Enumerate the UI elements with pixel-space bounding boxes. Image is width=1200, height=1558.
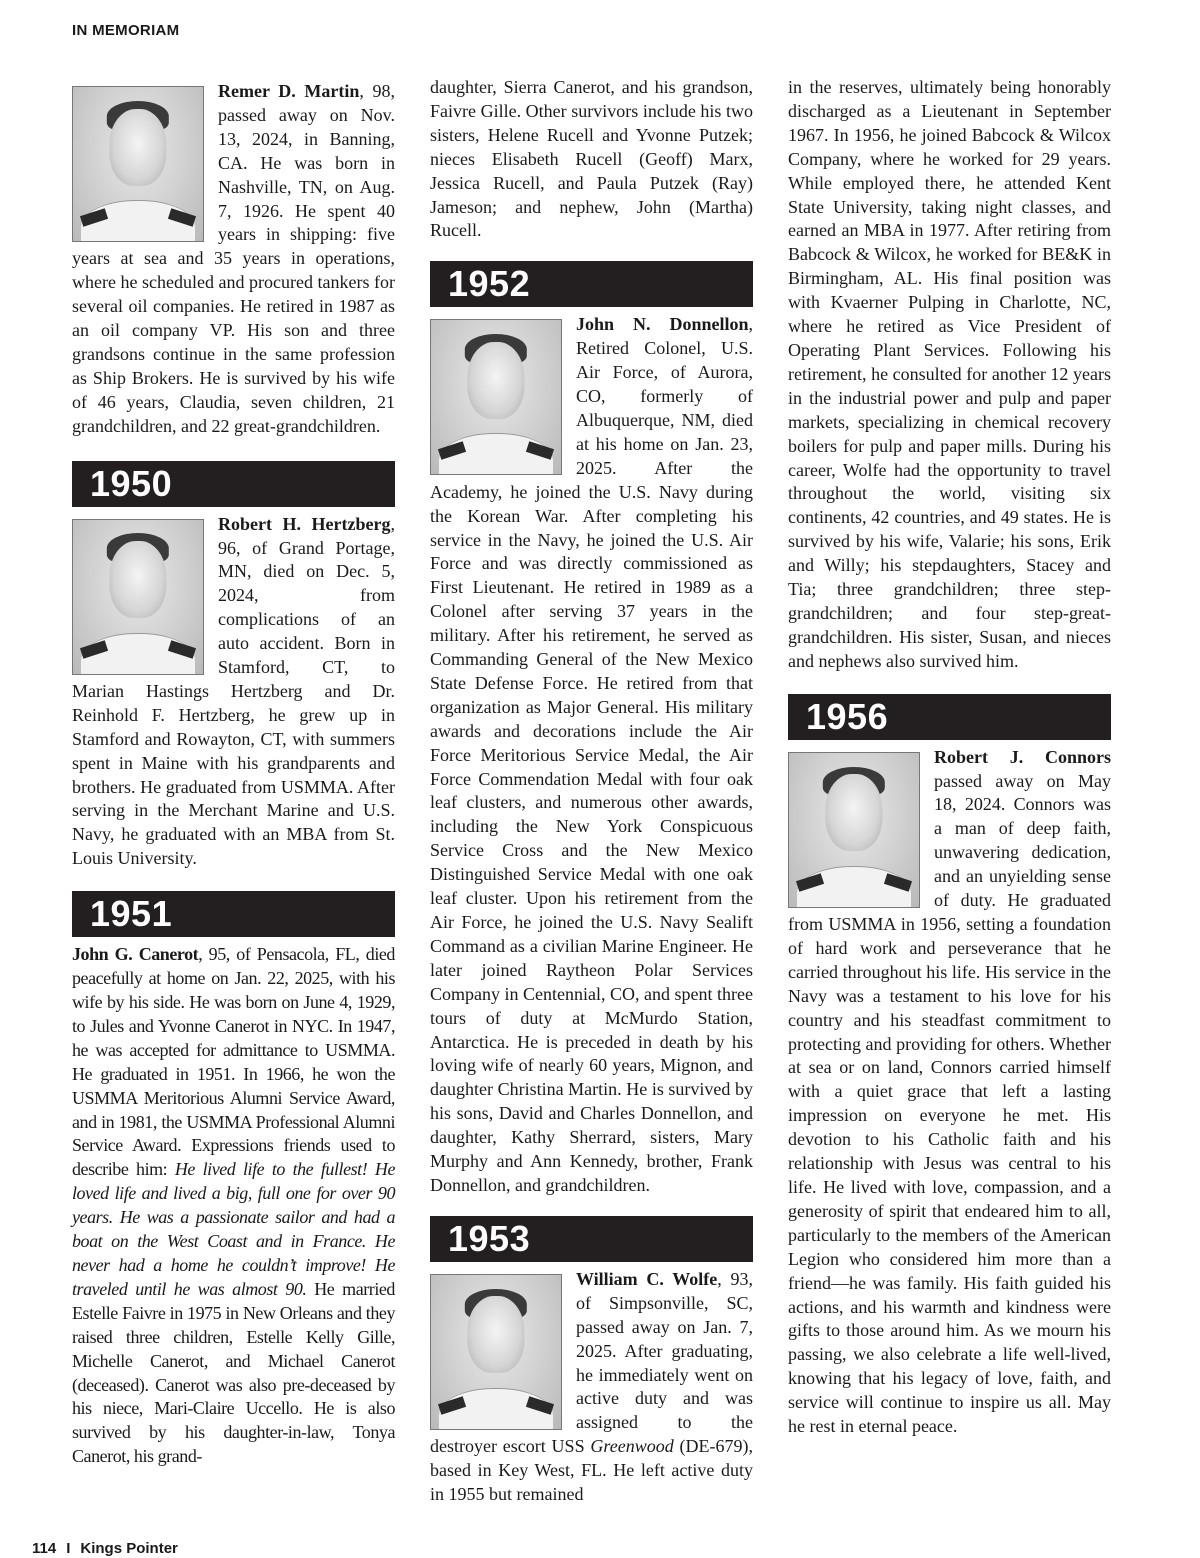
page-number: 114 xyxy=(32,1540,57,1557)
year-heading-1956: 1956 xyxy=(788,694,1111,740)
publication-name: Kings Pointer xyxy=(80,1540,178,1557)
name-hertzberg: Robert H. Hertzberg xyxy=(218,513,391,534)
name-donnellon: John N. Donnellon xyxy=(576,314,749,335)
year-heading-1953: 1953 xyxy=(430,1216,753,1262)
text-connors: passed away on May 18, 2024. Connors was a man of deep faith, unwavering dedication, and an unyielding sense of duty. He graduated from USMMA in 1956, setting a foundation of hard work and perseverance that he carried throughout his life. His service in the Navy was a testament to his love for his country and his steadfast commitment to protecting and providing for others. Whether at sea or on land, Connors carried himself with a quiet grace that left a lasting impression on everyone he met. His devotion to his Catholic faith and his relationship with Jesus was central to his life. He lived with love, compassion, and a generosity of spirit that endeared him to all, particularly to the members of the American Legion who considered him more than a friend—he was family. His faith guided his actions, and his warmth and kindness were gifts to those around him. As we mourn his passing, we also celebrate a life well-lived, knowing that his legacy of love, faith, and service will continue to inspire us all. May he rest in eternal peace. xyxy=(788,770,1111,1437)
portrait-photo-martin xyxy=(72,86,204,242)
name-wolfe: William C. Wolfe xyxy=(576,1268,718,1289)
quote-canerot: He lived life to the fullest! He loved life and lived a big, full one for over 90 years. He was a passionate sailor and had a boat on the West Coast and in France. He never had a home he couldn’t improve! He traveled until he was almost 90. xyxy=(72,1159,395,1299)
obituary-martin xyxy=(72,80,395,439)
column-1 xyxy=(72,76,395,1469)
name-canerot: John G. Canerot xyxy=(72,944,199,965)
year-heading-1951: 1951 xyxy=(72,891,395,937)
name-connors: Robert J. Connors xyxy=(934,746,1111,767)
portrait-photo-wolfe xyxy=(430,1274,562,1430)
obituary-hertzberg xyxy=(72,513,395,872)
portrait-photo-donnellon xyxy=(430,319,562,475)
text-donnellon: , Retired Colonel, U.S. Air Force, of Aurora, CO, formerly of Albuquerque, NM, died at his home on Jan. 23, 2025. After the Academy, he joined the U.S. Navy during the Korean War. After completing his service in the Navy, he joined the U.S. Air Force and was directly commissioned as First Lieutenant. He retired in 1989 as a Colonel after serving 37 years in the military. After his retirement, he served as Commanding General of the New Mexico State Defense Force. He retired from that organization as Major General. His military awards and decorations include the Air Force Meritorious Service Medal, the Air Force Commendation Medal with four oak leaf clusters, and numerous other awards, including the New York Conspicuous Service Cross and the New Mexico Distinguished Service Medal with one oak leaf cluster. Upon his retirement from the Air Force, he joined the U.S. Navy Sealift Command as a civilian Marine Engineer. He later joined Raytheon Polar Services Company in Centennial, CO, and spent three tours of duty at McMurdo Station, Antarctica. He is preceded in death by his loving wife of nearly 60 years, Mignon, and daughter Christina Martin. He is survived by his sons, David and Charles Donnellon, and daughter, Kathy Sherrard, sisters, Mary Murphy and Ann Kennedy, brother, Frank Donnellon, and grandchildren. xyxy=(430,314,753,1195)
obituary-canerot-continued: daughter, Sierra Canerot, and his grandson, Faivre Gille. Other survivors include his two sisters, Helene Rucell and Yvonne Putzek; nieces Elisabeth Rucell (Geoff) Marx, Jessica Rucell, and Paula Putzek (Ray) Jameson; and nephew, John (Martha) Rucell. xyxy=(430,77,753,241)
obituary-connors xyxy=(788,746,1111,1439)
ship-name-wolfe: Greenwood xyxy=(590,1436,674,1457)
year-heading-1950: 1950 xyxy=(72,461,395,507)
page-footer xyxy=(32,1540,178,1557)
portrait-photo-connors xyxy=(788,752,920,908)
text-wolfe-1: , 93, of Simpsonville, SC, passed away on Jan. 7, 2025. After graduating, he immediately went on active duty and was assigned to the destroyer escort USS xyxy=(430,1268,753,1457)
obituary-canerot xyxy=(72,943,395,1469)
section-label: IN MEMORIAM xyxy=(72,22,180,39)
text-martin: , 98, passed away on Nov. 13, 2024, in Banning, CA. He was born in Nashville, TN, on Aug. 7, 1926. He spent 40 years in shipping: five years at sea and 35 years in operations, where he scheduled and procured tankers for several oil companies. He retired in 1987 as an oil company VP. His son and three grandsons continue in the same profession as Ship Brokers. He is survived by his wife of 46 years, Claudia, seven children, 21 grandchildren, and 22 great-grandchildren. xyxy=(72,81,395,436)
text-hertzberg: , 96, of Grand Portage, MN, died on Dec. 5, 2024, from complications of an auto accident. Born in Stamford, CT, to Marian Hastings Hertzberg and Dr. Reinhold F. Hertzberg, he grew up in Stamford and Rowayton, CT, with summers spent in Maine with his grandparents and brothers. He graduated from USMMA. After serving in the Merchant Marine and U.S. Navy, he graduated with an MBA from St. Louis University. xyxy=(72,513,395,869)
text-canerot-2: He married Estelle Faivre in 1975 in New Orleans and they raised three children, Estelle Kelly Gille, Michelle Canerot, and Michael Canerot (deceased). Canerot was also pre-deceased by his niece, Mari-Claire Uccello. He is also survived by his daughter-in-law, Tonya Canerot, his grand- xyxy=(72,1278,395,1467)
name-martin: Remer D. Martin xyxy=(218,81,360,101)
column-2 xyxy=(430,76,753,1507)
obituary-wolfe xyxy=(430,1268,753,1507)
year-heading-1952: 1952 xyxy=(430,261,753,307)
portrait-photo-hertzberg xyxy=(72,519,204,675)
obituary-wolfe-continued: in the reserves, ultimately being honorably discharged as a Lieutenant in September 1967. In 1956, he joined Babcock & Wilcox Company, where he worked for 29 years. While employed there, he attended Kent State University, taking night classes, and earned an MBA in 1977. After retiring from Babcock & Wilcox, he worked for BE&K in Birmingham, AL. His final position was with Kvaerner Pulping in Charlotte, NC, where he retired as Vice President of Operating Plant Services. Following his retirement, he consulted for another 12 years in the industrial power and pulp and paper markets, specializing in chemical recovery boilers for pulp and paper mills. During his career, Wolfe had the opportunity to travel throughout the world, visiting six continents, 42 countries, and 49 states. He is survived by his wife, Valarie; his sons, Erik and Willy; his stepdaughters, Stacey and Tia; three grandchildren; three step-grandchildren; and four step-great-grandchildren. His sister, Susan, and nieces and nephews also survived him. xyxy=(788,77,1111,671)
footer-separator: I xyxy=(66,1540,71,1557)
text-canerot-1: , 95, of Pensacola, FL, died peacefully at home on Jan. 22, 2025, with his wife by his side. He was born on June 4, 1929, to Jules and Yvonne Canerot in NYC. In 1947, he was accepted for admittance to USMMA. He graduated in 1951. In 1966, he won the USMMA Meritorious Alumni Service Award, and in 1981, the USMMA Professional Alumni Service Award. Expressions friends used to describe him: xyxy=(72,944,395,1180)
obituary-donnellon xyxy=(430,313,753,1198)
column-3 xyxy=(788,76,1111,1439)
text-wolfe-2: (DE-679), based in Key West, FL. He left active duty in 1955 but remained xyxy=(430,1436,753,1505)
